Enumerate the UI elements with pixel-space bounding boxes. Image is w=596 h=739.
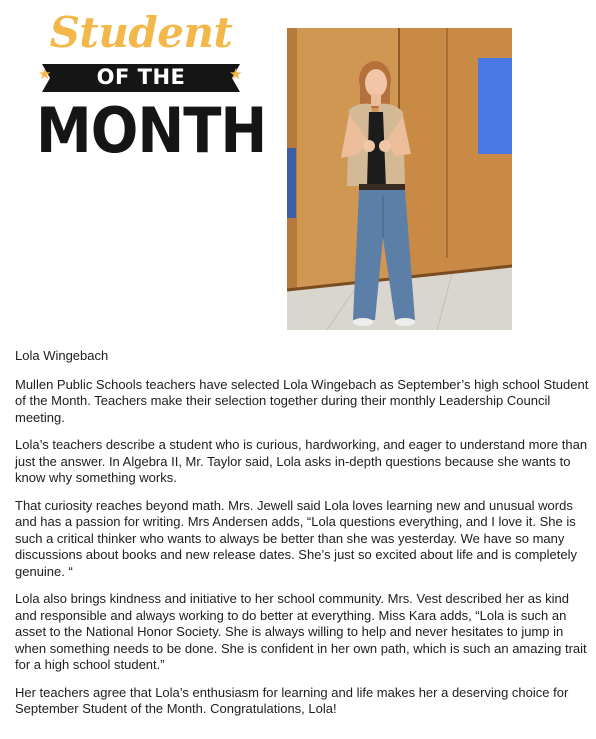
article-paragraph: Her teachers agree that Lola’s enthusiasm for learning and life makes her a deserving choice for September Student of the Month. Congratulations, Lola! — [15, 684, 569, 716]
article-paragraph: Lola’s teachers describe a student who is curious, hardworking, and eager to understand more than just the answer. In Algebra II, Mr. Taylor said, Lola asks in-depth questions because she wants to know why something works. — [15, 437, 588, 485]
logo-student-text: Student — [49, 8, 233, 57]
star-icon: ★ — [38, 66, 52, 83]
article-paragraph: That curiosity reaches beyond math. Mrs. Jewell said Lola loves learning new and unusual words and has a passion for writing. Mrs Andersen adds, “Lola questions everything, and I love it. She is such a critical thinker who wants to always be better than she was yesterday. We have so many discussions about books and new release dates. She’s just so excited about life and is completely genuine. “ — [15, 497, 577, 579]
student-of-the-month-logo — [36, 8, 267, 168]
article-paragraph: Mullen Public Schools teachers have selected Lola Wingebach as September’s high school Student of the Month. Teachers make their selection together during their monthly Leadership Council meeting. — [15, 376, 589, 425]
logo-month-text: MONTH — [36, 94, 267, 168]
logo-of-the-text: OF THE — [96, 65, 186, 89]
article-paragraph: Lola also brings kindness and initiative to her school community. Mrs. Vest described her as kind and responsible and always working to do better at everything. Miss Kara adds, “Lola is such an asset to the National Honor Society. She is always willing to help and never hesitates to jump in when something needs to be done. She is confident in her own path, which is such an amazing trait for a high school student.” — [15, 591, 587, 672]
article-body — [15, 348, 593, 729]
student-portrait-photo — [287, 28, 512, 330]
student-name: Lola Wingebach — [15, 348, 109, 363]
star-icon: ★ — [229, 66, 243, 83]
